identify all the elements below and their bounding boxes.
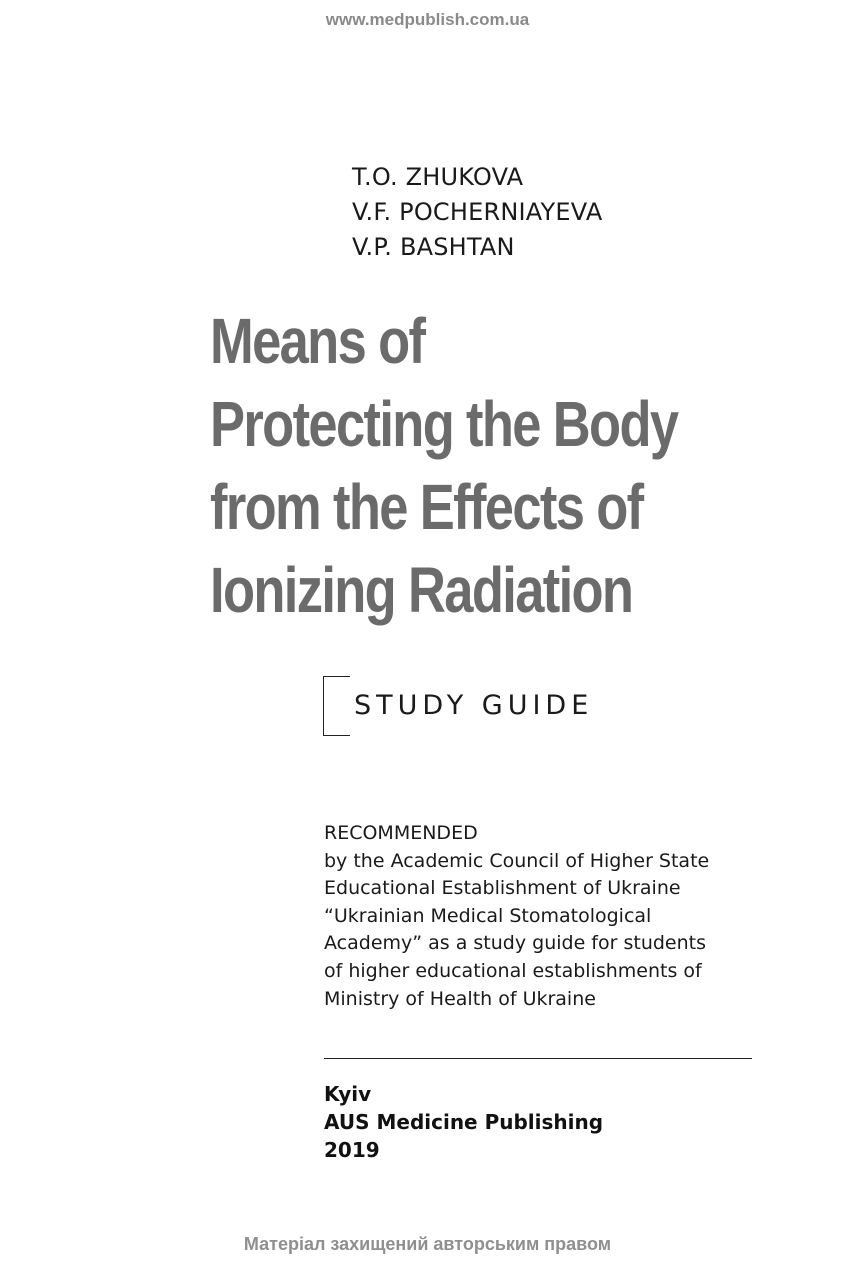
title-line: from the Effects of <box>210 471 643 543</box>
recommendation-text <box>324 820 764 1013</box>
recommendation-line: of higher educational establishments of <box>324 959 702 982</box>
watermark-url: www.medpublish.com.ua <box>325 10 530 29</box>
publisher-city: Kyiv <box>324 1082 372 1106</box>
recommendation-line: “Ukrainian Medical Stomatological <box>324 904 652 927</box>
bracket-decoration <box>323 676 350 736</box>
divider <box>324 1058 752 1059</box>
publisher-name: AUS Medicine Publishing <box>324 1110 604 1134</box>
book-title <box>210 300 718 632</box>
recommendation-line: Academy” as a study guide for students <box>324 932 707 955</box>
book-type-block <box>323 676 623 736</box>
authors-list <box>352 160 602 265</box>
publisher-block <box>324 1080 603 1164</box>
publication-year: 2019 <box>324 1138 380 1162</box>
title-line: Ionizing Radiation <box>210 554 633 626</box>
recommendation-line: Ministry of Health of Ukraine <box>324 987 596 1010</box>
title-line: Protecting the Body <box>210 388 678 460</box>
author-name: V.P. BASHTAN <box>352 233 515 261</box>
title-line: Means of <box>210 305 425 377</box>
recommendation-line: Educational Establishment of Ukraine <box>324 877 681 900</box>
author-name: T.O. ZHUKOVA <box>352 163 524 191</box>
recommendation-line: RECOMMENDED <box>324 822 478 844</box>
author-name: V.F. POCHERNIAYEVA <box>352 198 603 226</box>
book-type-label: STUDY GUIDE <box>354 690 594 721</box>
watermark-copyright: Матеріал захищений авторським правом <box>243 1234 612 1254</box>
recommendation-line: by the Academic Council of Higher State <box>324 849 710 872</box>
